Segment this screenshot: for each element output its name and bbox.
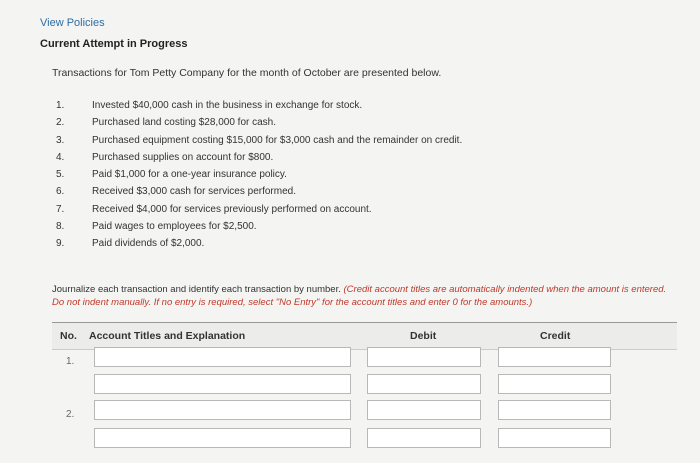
transaction-text: Paid dividends of $2,000. <box>92 238 205 250</box>
credit-input[interactable] <box>498 374 611 394</box>
journal-table-header <box>52 322 677 350</box>
transaction-item <box>52 235 462 252</box>
col-header-no: No. <box>60 330 77 342</box>
account-title-input[interactable] <box>94 428 351 448</box>
transaction-number: 4. <box>56 151 65 163</box>
debit-input[interactable] <box>367 374 481 394</box>
instructions <box>52 283 677 309</box>
transaction-item <box>52 183 462 200</box>
credit-input[interactable] <box>498 400 611 420</box>
transaction-number: 5. <box>56 169 65 181</box>
transaction-number: 3. <box>56 134 65 146</box>
instructions-note: (Credit account titles are automatically indented when the amount is entered. Do not indent manually. If no entry is required, select "No Entry" for the account titles and enter 0 for the amounts.) <box>52 284 667 308</box>
debit-input[interactable] <box>367 428 481 448</box>
transaction-number: 9. <box>56 238 65 250</box>
credit-input[interactable] <box>498 347 611 367</box>
transaction-item <box>52 97 462 114</box>
attempt-status: Current Attempt in Progress <box>40 38 188 50</box>
instructions-main: Journalize each transaction and identify each transaction by number. <box>52 284 344 295</box>
entry-number: 1. <box>66 356 75 367</box>
col-header-debit: Debit <box>410 330 437 342</box>
transaction-text: Received $4,000 for services previously performed on account. <box>92 203 372 215</box>
view-policies-link[interactable]: View Policies <box>40 17 105 29</box>
transaction-text: Invested $40,000 cash in the business in exchange for stock. <box>92 100 363 111</box>
transaction-text: Purchased equipment costing $15,000 for $3,000 cash and the remainder on credit. <box>92 134 463 146</box>
transaction-item <box>52 132 462 149</box>
transaction-item <box>52 166 462 183</box>
problem-intro: Transactions for Tom Petty Company for the month of October are presented below. <box>52 67 442 79</box>
transaction-text: Paid wages to employees for $2,500. <box>92 221 257 233</box>
col-header-account: Account Titles and Explanation <box>89 330 246 342</box>
account-title-input[interactable] <box>94 374 351 394</box>
transaction-item <box>52 114 462 131</box>
transaction-item <box>52 201 462 218</box>
transaction-text: Purchased land costing $28,000 for cash. <box>92 117 277 129</box>
transaction-item <box>52 149 462 166</box>
col-header-credit: Credit <box>540 330 571 342</box>
transaction-number: 7. <box>56 203 65 215</box>
account-title-input[interactable] <box>94 400 351 420</box>
transaction-text: Paid $1,000 for a one-year insurance policy. <box>92 169 287 181</box>
transaction-number: 8. <box>56 221 65 233</box>
account-title-input[interactable] <box>94 347 351 367</box>
transaction-list <box>52 97 462 253</box>
transaction-item <box>52 218 462 235</box>
transaction-number: 1. <box>56 100 65 111</box>
transaction-number: 6. <box>56 186 65 198</box>
entry-number: 2. <box>66 409 75 420</box>
debit-input[interactable] <box>367 400 481 420</box>
transaction-text: Purchased supplies on account for $800. <box>92 151 274 163</box>
transaction-number: 2. <box>56 117 65 129</box>
debit-input[interactable] <box>367 347 481 367</box>
transaction-text: Received $3,000 cash for services performed. <box>92 186 296 198</box>
credit-input[interactable] <box>498 428 611 448</box>
